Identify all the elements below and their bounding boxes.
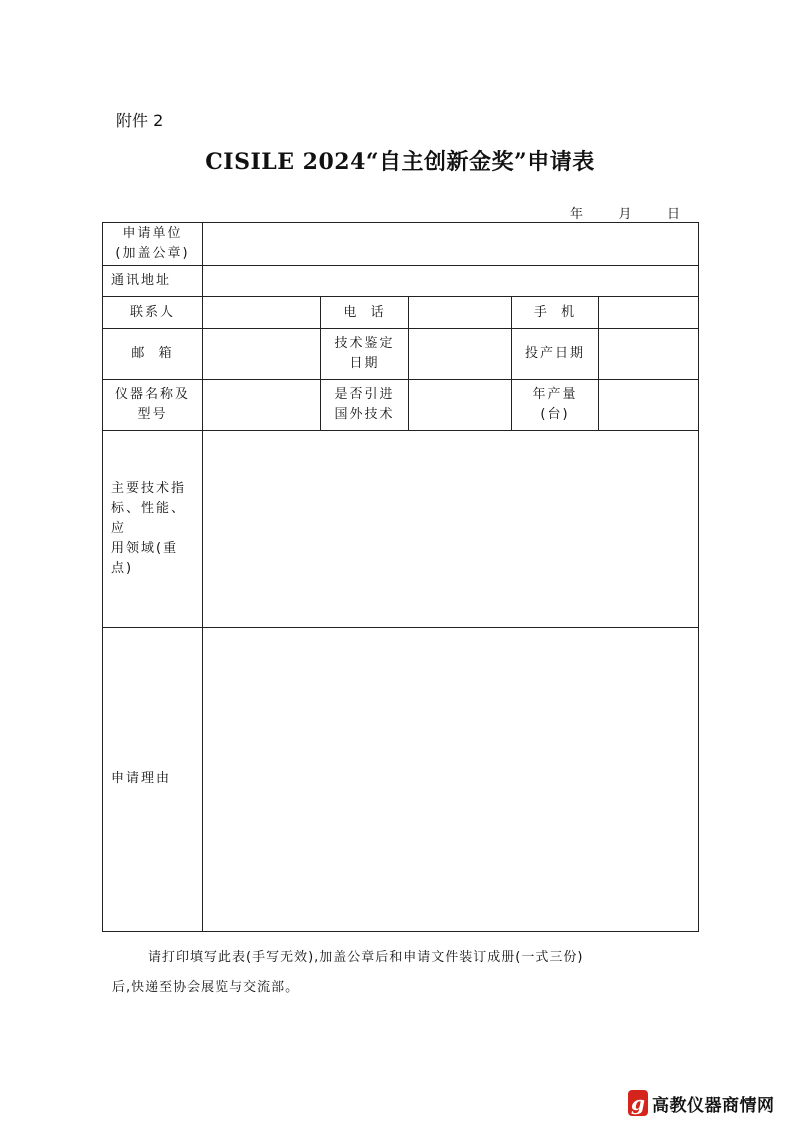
reason-label: 申请理由 — [103, 627, 203, 932]
phone-label: 电 话 — [321, 297, 409, 329]
address-field[interactable] — [203, 266, 699, 297]
contact-field[interactable] — [203, 297, 321, 329]
date-year: 年 — [570, 207, 584, 222]
footnote — [112, 943, 698, 1003]
specs-label: 主要技术指 标、性能、应 用领域(重 点) — [103, 431, 203, 627]
page-title: CISILE 2024“自主创新金奖”申请表 — [205, 149, 595, 175]
date-month: 月 — [618, 207, 632, 222]
date-day: 日 — [666, 207, 680, 222]
specs-field[interactable] — [203, 431, 699, 627]
email-field[interactable] — [203, 329, 321, 380]
application-form-table — [102, 222, 699, 932]
appraisal-date-label: 技术鉴定 日期 — [321, 329, 409, 380]
site-logo — [628, 1090, 775, 1116]
annual-output-label: 年产量 (台) — [512, 380, 599, 431]
instrument-field[interactable] — [203, 380, 321, 431]
appraisal-date-field[interactable] — [409, 329, 512, 380]
annual-output-field[interactable] — [599, 380, 699, 431]
production-date-label: 投产日期 — [512, 329, 599, 380]
email-label: 邮 箱 — [103, 329, 203, 380]
foreign-tech-label: 是否引进 国外技术 — [321, 380, 409, 431]
applicant-unit-field[interactable] — [203, 223, 699, 266]
instrument-label: 仪器名称及 型号 — [103, 380, 203, 431]
logo-text: 高教仪器商情网 — [652, 1095, 775, 1116]
reason-field[interactable] — [203, 627, 699, 932]
footnote-line1: 请打印填写此表(手写无效),加盖公章后和申请文件装订成册(一式三份) — [148, 950, 584, 965]
applicant-unit-label: 申请单位 (加盖公章) — [103, 223, 203, 266]
attachment-label: 附件 2 — [116, 111, 164, 130]
contact-label: 联系人 — [103, 297, 203, 329]
logo-mark-icon: g — [628, 1090, 648, 1116]
production-date-field[interactable] — [599, 329, 699, 380]
footnote-line2: 后,快递至协会展览与交流部。 — [112, 980, 300, 995]
mobile-field[interactable] — [599, 297, 699, 329]
address-label: 通讯地址 — [103, 266, 203, 297]
mobile-label: 手 机 — [512, 297, 599, 329]
phone-field[interactable] — [409, 297, 512, 329]
date-line — [570, 203, 680, 222]
foreign-tech-field[interactable] — [409, 380, 512, 431]
